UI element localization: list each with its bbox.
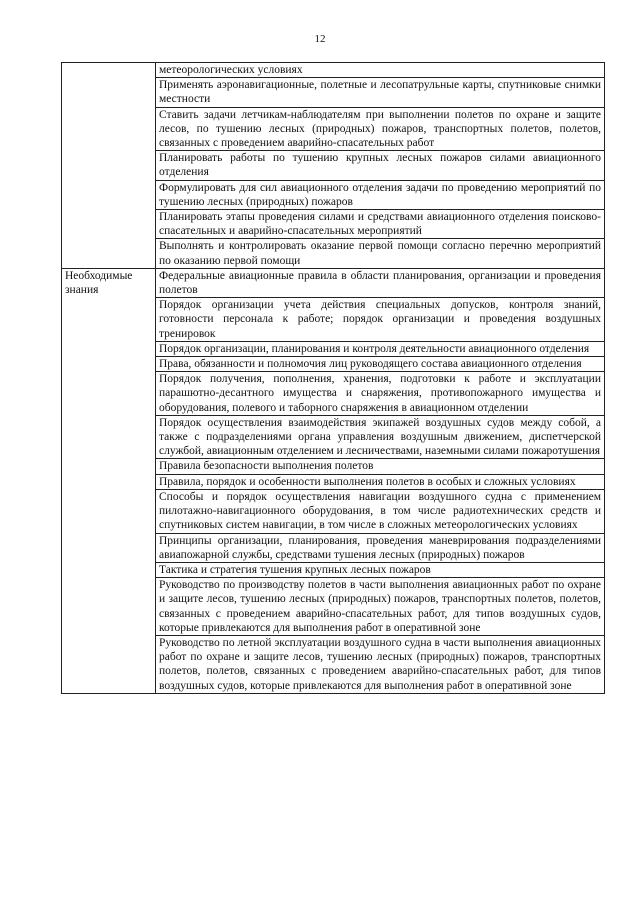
requirement-cell: Порядок организации учета действия специальных допусков, контроля знаний, готовности персонала к работе; порядок организации и проведения воздушных тренировок [156, 298, 605, 342]
requirement-cell: метеорологических условиях [156, 63, 605, 78]
requirement-cell: Права, обязанности и полномочия лиц руководящего состава авиационного отделения [156, 357, 605, 372]
table-row [62, 63, 605, 78]
requirement-cell: Руководство по летной эксплуатации воздушного судна в части выполнения авиационных работ по охране и защите лесов, тушению лесных (природных) пожаров, транспортных полетов, полетов, связанных с проведением аварийно-спасательных работ, для типов воздушных судов, которые привлекаются для выполнения работ в оперативной зоне [156, 635, 605, 693]
requirement-cell: Порядок осуществления взаимодействия экипажей воздушных судов между собой, а также с подразделениями органа управления воздушным движением, диспетчерской службой, авиационным отделением и лесничествами, наземными силами пожаротушения [156, 415, 605, 459]
requirement-cell: Ставить задачи летчикам-наблюдателям при выполнении полетов по охране и защите лесов, по тушению лесных (природных) пожаров, транспортных полетов, полетов, связанных с проведением аварийно-спасательных работ [156, 107, 605, 151]
requirement-cell: Порядок получения, пополнения, хранения, подготовки к работе и эксплуатации парашютно-десантного имущества и снаряжения, противопожарного имущества и оборудования, полевого и таборного снаряжения в авиационном отделении [156, 372, 605, 416]
requirement-cell: Планировать этапы проведения силами и средствами авиационного отделения поисково-спасательных и аварийно-спасательных мероприятий [156, 210, 605, 239]
requirement-cell: Выполнять и контролировать оказание первой помощи согласно перечню мероприятий по оказанию первой помощи [156, 239, 605, 268]
requirement-cell: Порядок организации, планирования и контроля деятельности авиационного отделения [156, 341, 605, 356]
page-number: 12 [314, 33, 326, 45]
requirement-cell: Способы и порядок осуществления навигации воздушного судна с применением пилотажно-навигационного оборудования, в том числе радиотехнических средств и спутниковых систем навигации, в том числе в сложных метеорологических условиях [156, 489, 605, 533]
requirement-cell: Руководство по производству полетов в части выполнения авиационных работ по охране и защите лесов, тушению лесных (природных) пожаров, транспортных полетов, полетов, связанных с проведением аварийно-спасательных работ, для типов воздушных судов, которые привлекаются для выполнения работ в оперативной зоне [156, 578, 605, 636]
requirement-cell: Федеральные авиационные правила в области планирования, организации и проведения полетов [156, 268, 605, 297]
requirement-cell: Правила безопасности выполнения полетов [156, 459, 605, 474]
requirement-cell: Правила, порядок и особенности выполнения полетов в особых и сложных условиях [156, 474, 605, 489]
requirement-cell: Тактика и стратегия тушения крупных лесных пожаров [156, 562, 605, 577]
table-row [62, 268, 605, 297]
requirement-cell: Планировать работы по тушению крупных лесных пожаров силами авиационного отделения [156, 151, 605, 180]
section-label: Необходимые знания [62, 268, 156, 693]
requirement-cell: Формулировать для сил авиационного отделения задачи по проведению мероприятий по тушению лесных (природных) пожаров [156, 180, 605, 209]
requirements-table [61, 62, 605, 694]
table-body [62, 63, 605, 694]
section-label [62, 63, 156, 269]
requirement-cell: Принципы организации, планирования, проведения маневрирования подразделениями авиапожарной службы, средствами тушения лесных (природных) пожаров [156, 533, 605, 562]
requirement-cell: Применять аэронавигационные, полетные и лесопатрульные карты, спутниковые снимки местности [156, 78, 605, 107]
